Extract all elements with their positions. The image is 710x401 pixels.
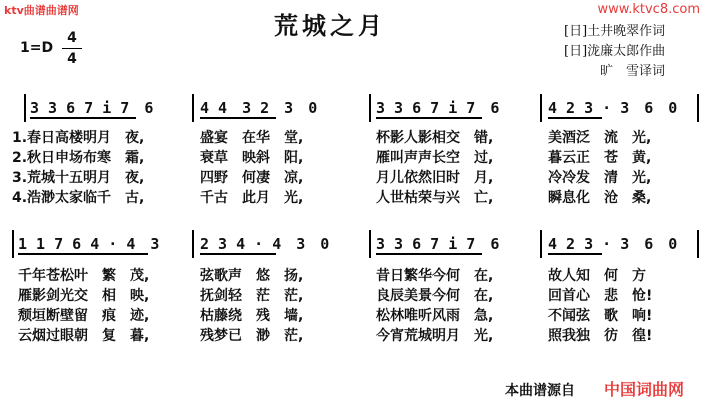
lyric-line: 杯影人影相交 错, <box>376 130 494 146</box>
beam <box>376 253 482 255</box>
barline <box>540 230 542 258</box>
lyric-line: 不闻弦 歌 响! <box>548 308 653 324</box>
beam <box>200 117 276 119</box>
beam <box>548 253 602 255</box>
lyric-line: 今宵荒城明月 光, <box>376 328 494 344</box>
lyric-line: 雁影剑光交 相 映, <box>18 288 150 304</box>
meter-bottom: 4 <box>62 48 82 69</box>
lyric-line: 回首心 悲 怆! <box>548 288 653 304</box>
beam <box>30 117 136 119</box>
barline <box>697 94 699 122</box>
lyric-line: 暮云正 苍 黄, <box>548 150 652 166</box>
lyric-line: 昔日繁华今何 在, <box>376 268 494 284</box>
lyric-line: 枯藤绕 残 墙, <box>200 308 304 324</box>
lyric-line: 人世枯荣与兴 亡, <box>376 190 494 206</box>
composer-credit: [日]泷廉太郎作曲 <box>564 44 666 59</box>
barline <box>697 230 699 258</box>
watermark-top: ktv曲谱曲谱网 <box>4 4 79 17</box>
lyric-line: 颓垣断壁留 痕 迹, <box>18 308 150 324</box>
barline <box>24 94 26 122</box>
lyric-line: 四野 何凄 凉, <box>200 170 304 186</box>
lyric-line: 弦歌声 悠 扬, <box>200 268 304 284</box>
lyric-line: 良辰美景今何 在, <box>376 288 494 304</box>
translator-credit: 旷 雪译词 <box>600 64 666 79</box>
measure-notes: 1 1 7 6 4 · 4 3 <box>18 235 160 253</box>
lyric-line: 照我独 彷 徨! <box>548 328 653 344</box>
lyric-line: 月儿依然旧时 月, <box>376 170 494 186</box>
time-signature <box>62 28 82 69</box>
lyric-line: 冷冷发 清 光, <box>548 170 652 186</box>
beam <box>18 253 148 255</box>
lyric-line: 千古 此月 光, <box>200 190 304 206</box>
measure-notes: 4 2 3 · 3 6 0 <box>548 235 678 253</box>
lyric-line: 4.浩渺太家临千 古, <box>12 190 145 206</box>
measure-notes: 3 3 6 7 i 7 6 <box>376 99 500 117</box>
barline <box>369 230 371 258</box>
lyric-line: 松林唯听风雨 急, <box>376 308 494 324</box>
source-site-link[interactable]: 中国词曲网 <box>604 380 685 399</box>
source-label: 本曲谱源自 <box>505 383 575 399</box>
measure-notes: 4 4 3 2 3 0 <box>200 99 318 117</box>
lyric-line: 衰草 映斜 阳, <box>200 150 304 166</box>
lyricist-credit: [日]土井晚翠作词 <box>564 24 666 39</box>
barline <box>369 94 371 122</box>
watermark-right: www.ktvc8.com <box>597 2 700 17</box>
lyric-line: 瞬息化 沧 桑, <box>548 190 652 206</box>
song-title: 荒城之月 <box>274 11 386 40</box>
barline <box>192 94 194 122</box>
lyric-line: 千年苍松叶 繁 茂, <box>18 268 150 284</box>
lyric-line: 3.荒城十五明月 夜, <box>12 170 145 186</box>
lyric-line: 故人知 何 方 <box>548 268 646 284</box>
lyric-line: 雁叫声声长空 过, <box>376 150 494 166</box>
lyric-line: 美酒泛 流 光, <box>548 130 652 146</box>
key-signature: 1=D <box>20 40 54 56</box>
lyric-line: 抚剑轻 茫 茫, <box>200 288 304 304</box>
lyric-line: 云烟过眼朝 复 暮, <box>18 328 150 344</box>
beam <box>200 253 276 255</box>
beam <box>376 117 482 119</box>
beam <box>548 117 602 119</box>
barline <box>540 94 542 122</box>
meter-top: 4 <box>67 30 77 46</box>
barline <box>192 230 194 258</box>
measure-notes: 4 2 3 · 3 6 0 <box>548 99 678 117</box>
measure-notes: 2 3 4 · 4 3 0 <box>200 235 330 253</box>
lyric-line: 1.春日高楼明月 夜, <box>12 130 145 146</box>
barline <box>12 230 14 258</box>
measure-notes: 3 3 6 7 i 7 6 <box>376 235 500 253</box>
lyric-line: 残梦已 渺 茫, <box>200 328 304 344</box>
lyric-line: 盛宴 在华 堂, <box>200 130 304 146</box>
measure-notes: 3 3 6 7 i 7 6 <box>30 99 154 117</box>
lyric-line: 2.秋日申场布寒 霜, <box>12 150 145 166</box>
